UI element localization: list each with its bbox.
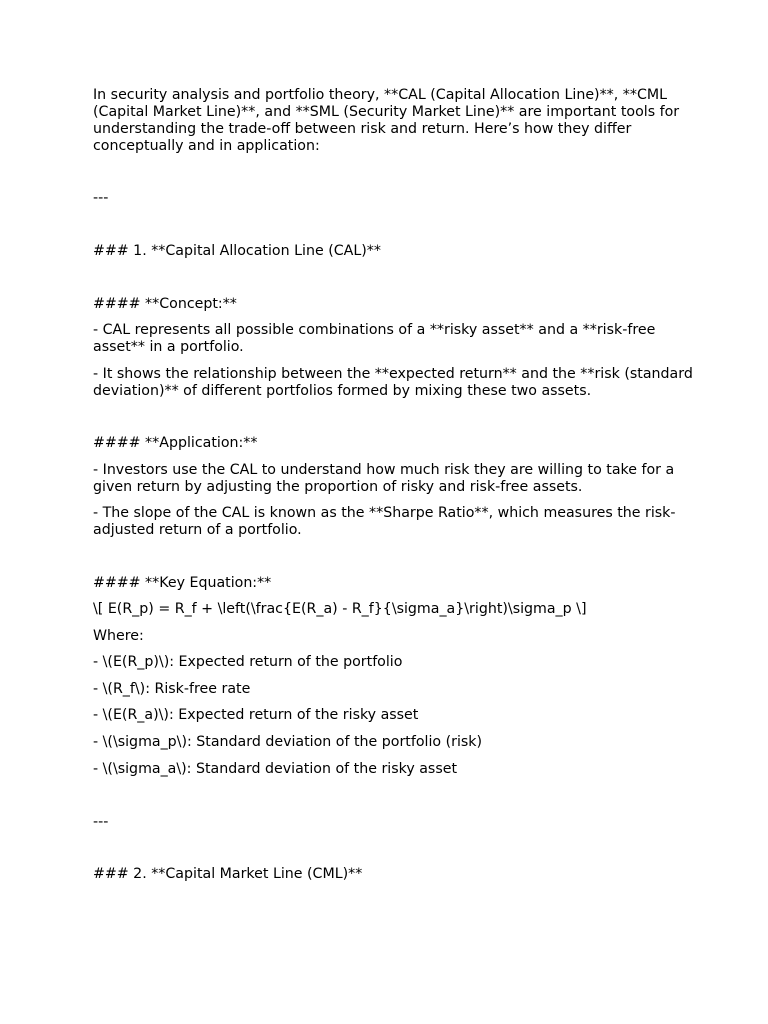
concept-bullet: - CAL represents all possible combinations of a **risky asset** and a **risk-free asset** in a portfolio. <box>93 322 660 355</box>
separator: --- <box>93 814 109 830</box>
concept-bullet: - It shows the relationship between the **expected return** and the **risk (standard deviation)** of different portfolios formed by mixing these two assets. <box>93 366 698 399</box>
application-bullet: - Investors use the CAL to understand how much risk they are willing to take for a given return by adjusting the proportion of risky and risk-free assets. <box>93 462 679 495</box>
where-label: Where: <box>93 628 144 644</box>
where-item: - \(\sigma_p\): Standard deviation of the portfolio (risk) <box>93 734 483 750</box>
application-bullet: - The slope of the CAL is known as the **Sharpe Ratio**, which measures the risk-adjusted return of a portfolio. <box>93 505 676 538</box>
intro-paragraph: In security analysis and portfolio theory, **CAL (Capital Allocation Line)**, **CML (Capital Market Line)**, and **SML (Security Market Line)** are important tools for understanding the trade-off between risk and return. Here’s how they differ conceptually and in application: <box>93 87 684 154</box>
where-item: - \(E(R_p)\): Expected return of the portfolio <box>93 654 403 670</box>
where-item: - \(E(R_a)\): Expected return of the risky asset <box>93 707 419 723</box>
equation: \[ E(R_p) = R_f + \left(\frac{E(R_a) - R_f}{\sigma_a}\right)\sigma_p \] <box>93 601 587 617</box>
section-heading-cal: ### 1. **Capital Allocation Line (CAL)** <box>93 243 381 259</box>
where-item: - \(R_f\): Risk-free rate <box>93 681 251 697</box>
key-equation-heading: #### **Key Equation:** <box>93 575 272 591</box>
concept-heading: #### **Concept:** <box>93 296 237 312</box>
where-item: - \(\sigma_a\): Standard deviation of the risky asset <box>93 761 458 777</box>
section-heading-cml: ### 2. **Capital Market Line (CML)** <box>93 866 363 882</box>
application-heading: #### **Application:** <box>93 435 258 451</box>
separator: --- <box>93 190 109 206</box>
